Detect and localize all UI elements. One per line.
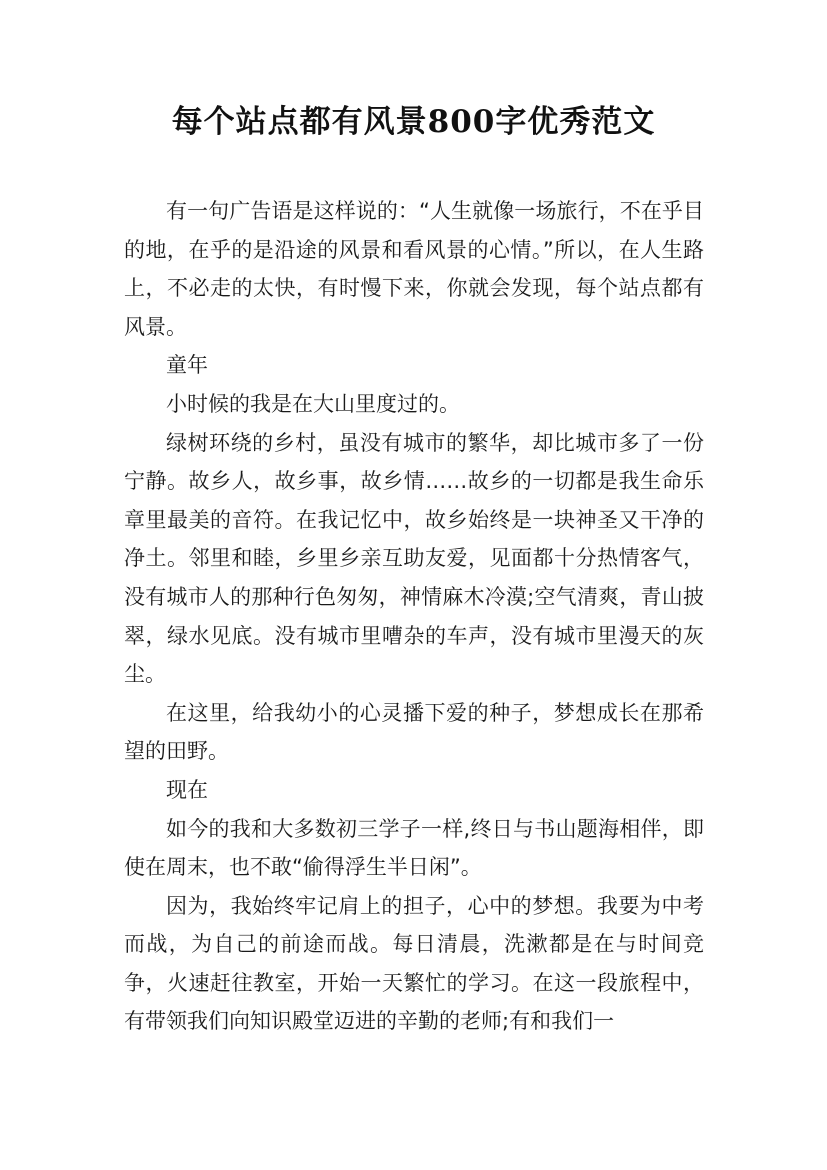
section-heading-childhood: 童年 bbox=[166, 353, 208, 378]
paragraph-childhood-3: 在这里，给我幼小的心灵播下爱的种子，梦想成长在那希望的田野。 bbox=[124, 700, 704, 764]
paragraph-childhood-1: 小时候的我是在大山里度过的。 bbox=[166, 391, 460, 416]
paragraph-present-2: 因为，我始终牢记肩上的担子，心中的梦想。我要为中考而战，为自己的前途而战。每日清晨，洗漱都是在与时间竞争，火速赶往教室，开始一天繁忙的学习。在这一段旅程中，有带领我们向知识殿堂迈进的辛勤的老师;有和我们一 bbox=[124, 893, 704, 1034]
paragraph-childhood-2: 绿树环绕的乡村，虽没有城市的繁华，却比城市多了一份宁静。故乡人，故乡事，故乡情……故乡的一切都是我生命乐章里最美的音符。在我记忆中，故乡始终是一块神圣又干净的净土。邻里和睦，乡里乡亲互助友爱，见面都十分热情客气，没有城市人的那种行色匆匆，神情麻木冷漠;空气清爽，青山披翠，绿水见底。没有城市里嘈杂的车声，没有城市里漫天的灰尘。 bbox=[124, 430, 704, 687]
section-heading-present: 现在 bbox=[166, 777, 208, 802]
paragraph-intro: 有一句广告语是这样说的：“人生就像一场旅行，不在乎目的地，在乎的是沿途的风景和看风景的心情。”所以，在人生路上，不必走的太快，有时慢下来，你就会发现，每个站点都有风景。 bbox=[124, 199, 704, 339]
document-body bbox=[124, 192, 704, 1041]
paragraph-present-1: 如今的我和大多数初三学子一样,终日与书山题海相伴，即使在周末，也不敢“偷得浮生半日闲”。 bbox=[124, 816, 704, 880]
document-title: 每个站点都有风景800字优秀范文 bbox=[171, 104, 656, 140]
